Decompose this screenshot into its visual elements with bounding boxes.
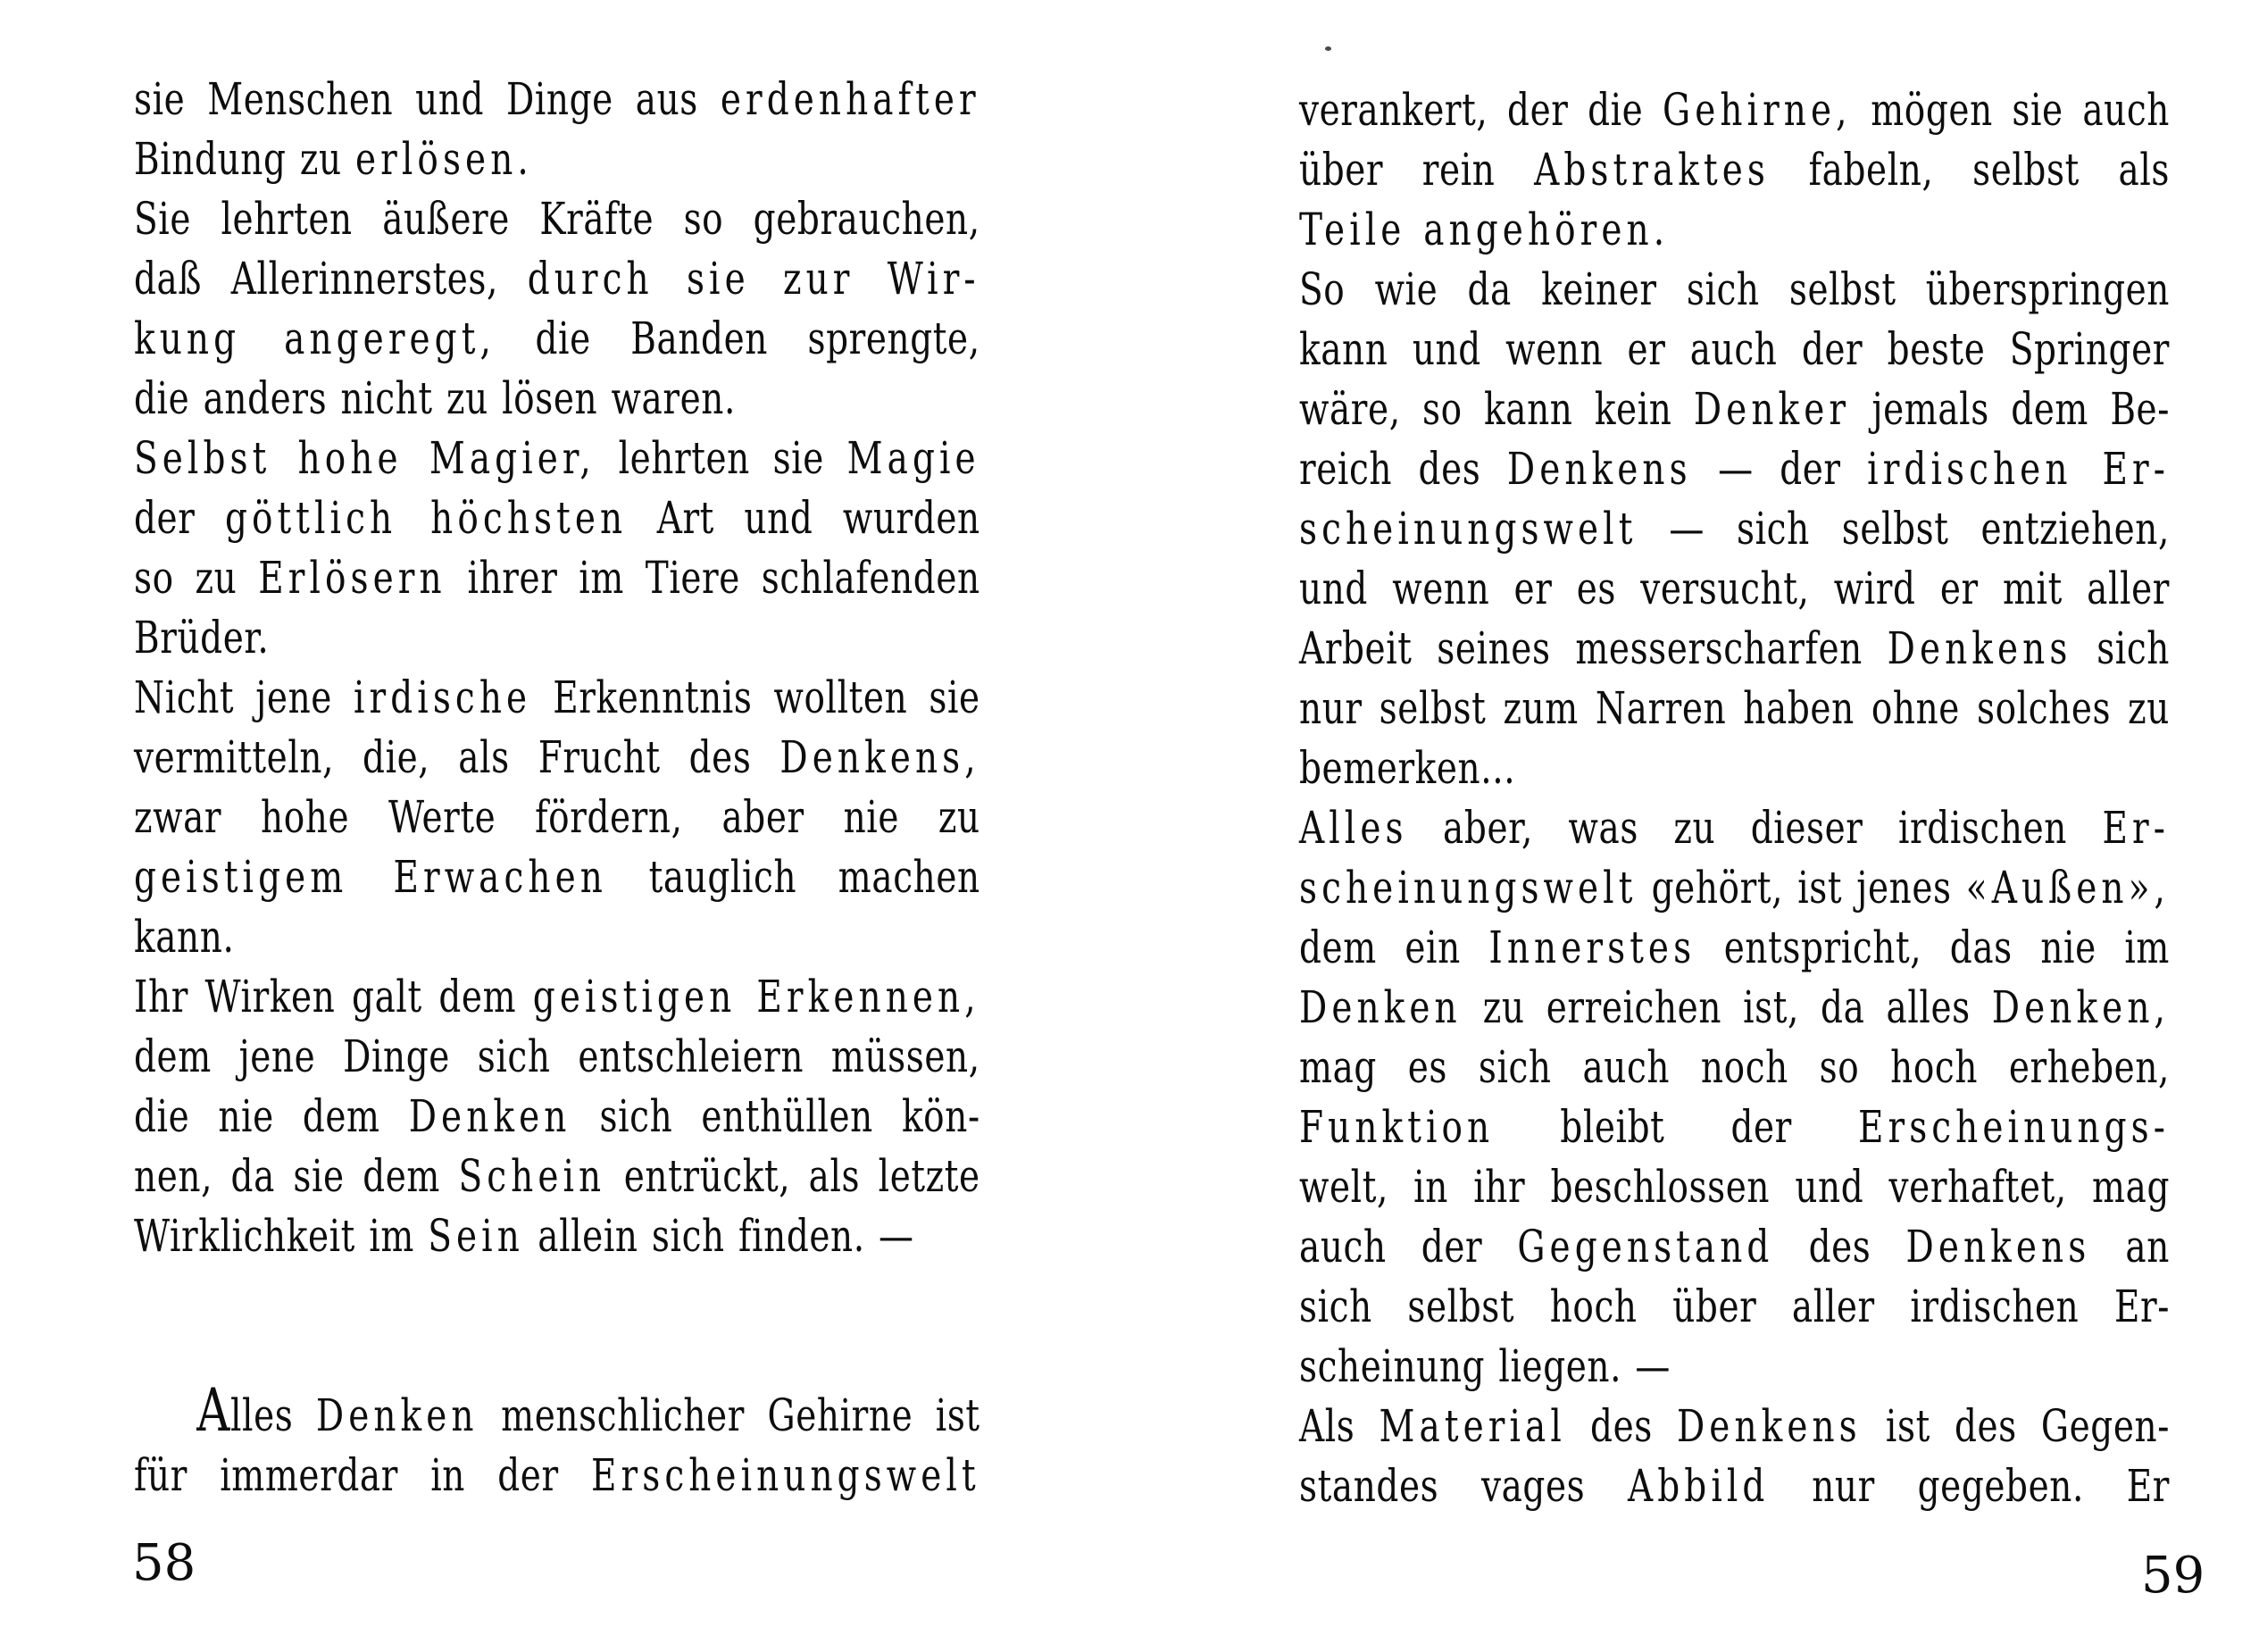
text-segment: sich selbst hoch über aller irdischen Er- (1299, 1281, 2170, 1332)
text-line (134, 1027, 980, 1087)
text-segment: daß Allerinnerstes, (134, 253, 498, 305)
text-segment: Denkens (1905, 1221, 2091, 1272)
text-line (1299, 80, 2170, 140)
text-segment: scheinungswelt (1299, 862, 1638, 914)
text-segment: Erscheinungswelt (590, 1449, 980, 1501)
text-segment: vermitteln, die, als Frucht des (134, 731, 752, 783)
text-segment: für immerdar in der (134, 1449, 559, 1501)
text-line (134, 70, 980, 129)
text-segment: bleibt der (1560, 1101, 1792, 1153)
text-line (134, 189, 980, 249)
text-line (134, 967, 980, 1027)
text-segment: Art und wurden (656, 492, 980, 544)
text-segment: Erscheinungs- (1857, 1101, 2170, 1153)
text-segment: — der (1718, 443, 1841, 495)
text-line (134, 1206, 980, 1266)
text-segment: gehört, ist jenes (1651, 862, 1952, 914)
text-segment: Denkens (1506, 443, 1692, 495)
text-segment: dem jene Dinge sich entschleiern müssen, (134, 1030, 980, 1082)
text-line (1299, 439, 2170, 499)
text-segment: des (1808, 1221, 1871, 1272)
text-segment: Abbild (1628, 1460, 1770, 1512)
text-segment: an (2125, 1221, 2170, 1272)
text-line (1299, 499, 2170, 559)
text-line (1299, 918, 2170, 978)
text-segment: Sie lehrten äußere Kräfte so gebrauchen, (134, 193, 980, 245)
text-line (1299, 260, 2170, 320)
text-segment: geistigen Erkennen, (532, 971, 980, 1022)
text-segment: Denkens, (779, 731, 980, 783)
text-segment: des (1590, 1400, 1653, 1452)
text-segment: mögen sie auch (1871, 84, 2170, 136)
text-segment: Erkenntnis wollten sie (553, 672, 980, 723)
text-segment: entrückt, als letzte (623, 1150, 980, 1202)
right-page-text (1299, 80, 2170, 1516)
text-segment: kung angeregt, (134, 313, 496, 364)
text-line (134, 847, 980, 907)
text-segment: Material (1379, 1400, 1566, 1452)
text-segment: Innerstes (1488, 922, 1696, 973)
text-segment: auch der (1299, 1221, 1483, 1272)
text-segment: Brüder. (134, 612, 270, 663)
text-segment: standes vages (1299, 1460, 1586, 1512)
text-line (1299, 978, 2170, 1038)
text-segment: ist des Gegen- (1885, 1400, 2170, 1452)
text-segment: welt, in ihr beschlossen und verhaftet, mag (1299, 1161, 2170, 1213)
text-line (1299, 1337, 2170, 1397)
text-line (134, 548, 980, 608)
text-segment: irdischen Er- (1867, 443, 2170, 495)
text-line (1299, 1277, 2170, 1337)
text-segment: göttlich höchsten (224, 492, 628, 544)
text-segment: lehrten sie (618, 432, 824, 484)
blank-line (134, 1326, 980, 1386)
text-segment: Denkens (1676, 1400, 1862, 1452)
text-segment: durch sie zur Wir- (527, 253, 980, 305)
text-segment: Gegenstand (1517, 1221, 1774, 1272)
text-segment: verankert, der die (1299, 84, 1644, 136)
text-line (1299, 200, 2170, 260)
text-segment: Erlösern (258, 552, 446, 604)
text-line (134, 907, 980, 967)
text-segment: Abstraktes (1534, 144, 1770, 196)
text-segment: allein sich finden. — (538, 1210, 914, 1262)
text-segment: bemerken... (1299, 742, 1516, 794)
text-segment: aber, was zu dieser irdischen (1443, 802, 2067, 854)
text-segment: Denkens (1887, 622, 2072, 674)
text-line (1299, 1157, 2170, 1217)
text-line (1299, 1038, 2170, 1097)
text-line (1299, 738, 2170, 798)
text-segment: und wenn er es versucht, wird er mit aller (1299, 563, 2170, 614)
text-segment: Denker (1693, 383, 1851, 435)
text-line (1299, 619, 2170, 679)
text-segment: Alles (1299, 802, 1408, 854)
text-segment: entspricht, das nie im (1723, 922, 2170, 973)
text-line (134, 788, 980, 847)
text-segment: Funktion (1299, 1101, 1495, 1153)
text-segment: Nicht jene (134, 672, 332, 723)
text-segment: tauglich machen (648, 851, 980, 903)
text-line (134, 429, 980, 488)
text-line (1299, 1397, 2170, 1456)
text-segment: sich (2096, 622, 2170, 674)
text-segment: die nie dem (134, 1090, 380, 1142)
text-segment: die anders nicht zu lösen waren. (134, 372, 736, 424)
text-line (1299, 858, 2170, 918)
text-segment: Denken (1299, 981, 1462, 1033)
text-segment: Ihr Wirken galt dem (134, 971, 517, 1022)
initial-capital: A (196, 1376, 230, 1445)
text-segment: Teile angehören. (1299, 204, 1670, 255)
text-line (134, 1147, 980, 1206)
text-segment: — sich selbst entziehen, (1669, 503, 2170, 555)
text-segment: Er- (2102, 802, 2170, 854)
text-segment: der (134, 492, 196, 544)
text-line (1299, 380, 2170, 439)
text-segment: nur gegeben. Er (1812, 1460, 2170, 1512)
text-segment: Magie (846, 432, 980, 484)
text-segment: «Außen», (1965, 862, 2170, 914)
text-segment: über rein (1299, 144, 1496, 196)
blank-line (134, 1266, 980, 1326)
text-segment: sich enthüllen kön- (599, 1090, 980, 1142)
text-segment: Wirklichkeit im (134, 1210, 414, 1262)
text-line (1299, 679, 2170, 738)
scan-speck (1325, 46, 1331, 51)
page-number-left: 58 (132, 1534, 196, 1592)
text-segment: scheinungswelt (1299, 503, 1638, 555)
text-line (134, 608, 980, 668)
text-segment: scheinung liegen. — (1299, 1340, 1671, 1392)
text-line (134, 728, 980, 788)
text-segment: irdische (354, 672, 532, 723)
text-segment: mag es sich auch noch so hoch erheben, (1299, 1041, 2170, 1093)
text-segment: zu erreichen ist, da alles (1482, 981, 1971, 1033)
text-segment: ihrer im Tiere schlafenden (467, 552, 980, 604)
text-segment: fabeln, selbst als (1808, 144, 2170, 196)
text-segment: Denken (315, 1389, 479, 1441)
text-line (134, 1446, 980, 1506)
text-line (134, 309, 980, 369)
text-line (134, 668, 980, 728)
text-segment: so zu (134, 552, 238, 604)
text-line (1299, 320, 2170, 380)
text-line (1299, 1456, 2170, 1516)
text-segment: nen, da sie dem (134, 1150, 440, 1202)
text-segment: Als (1299, 1400, 1355, 1452)
text-segment: Selbst hohe Magier, (134, 432, 596, 484)
text-segment: Denken, (1991, 981, 2170, 1033)
text-line (134, 249, 980, 309)
text-line (134, 1376, 980, 1446)
left-page-text (134, 70, 980, 1506)
text-line (134, 129, 980, 189)
text-line (134, 488, 980, 548)
text-segment: Sein (428, 1210, 524, 1262)
text-segment: zwar hohe Werte fördern, aber nie zu (134, 791, 980, 843)
text-segment: die Banden sprengte, (535, 313, 980, 364)
text-segment: Gehirne, (1662, 84, 1852, 136)
text-segment: Denken (408, 1090, 571, 1142)
text-segment: So wie da keiner sich selbst überspringen (1299, 263, 2170, 315)
text-segment: nur selbst zum Narren haben ohne solches zu (1299, 682, 2170, 734)
text-segment: reich des (1299, 443, 1481, 495)
text-segment: kann. (134, 911, 235, 963)
text-segment: Bindung zu (134, 133, 342, 185)
text-line (134, 369, 980, 429)
text-segment: Arbeit seines messerscharfen (1299, 622, 1863, 674)
text-segment: lles (229, 1389, 294, 1441)
text-line (1299, 798, 2170, 858)
page-number-right: 59 (2141, 1547, 2205, 1605)
text-segment: sie Menschen und Dinge aus (134, 73, 698, 125)
text-line (1299, 559, 2170, 619)
text-segment: erlösen. (355, 133, 533, 185)
text-line (1299, 140, 2170, 200)
text-line (134, 1087, 980, 1147)
text-segment: jemals dem Be- (1871, 383, 2170, 435)
text-segment: wäre, so kann kein (1299, 383, 1672, 435)
text-segment: dem ein (1299, 922, 1461, 973)
text-segment: kann und wenn er auch der beste Springer (1299, 323, 2170, 375)
text-line (1299, 1097, 2170, 1157)
text-segment: geistigem Erwachen (134, 851, 607, 903)
text-segment: erdenhafter (720, 73, 980, 125)
text-line (1299, 1217, 2170, 1277)
text-segment: Schein (458, 1150, 606, 1202)
text-segment: menschlicher Gehirne ist (501, 1389, 980, 1441)
